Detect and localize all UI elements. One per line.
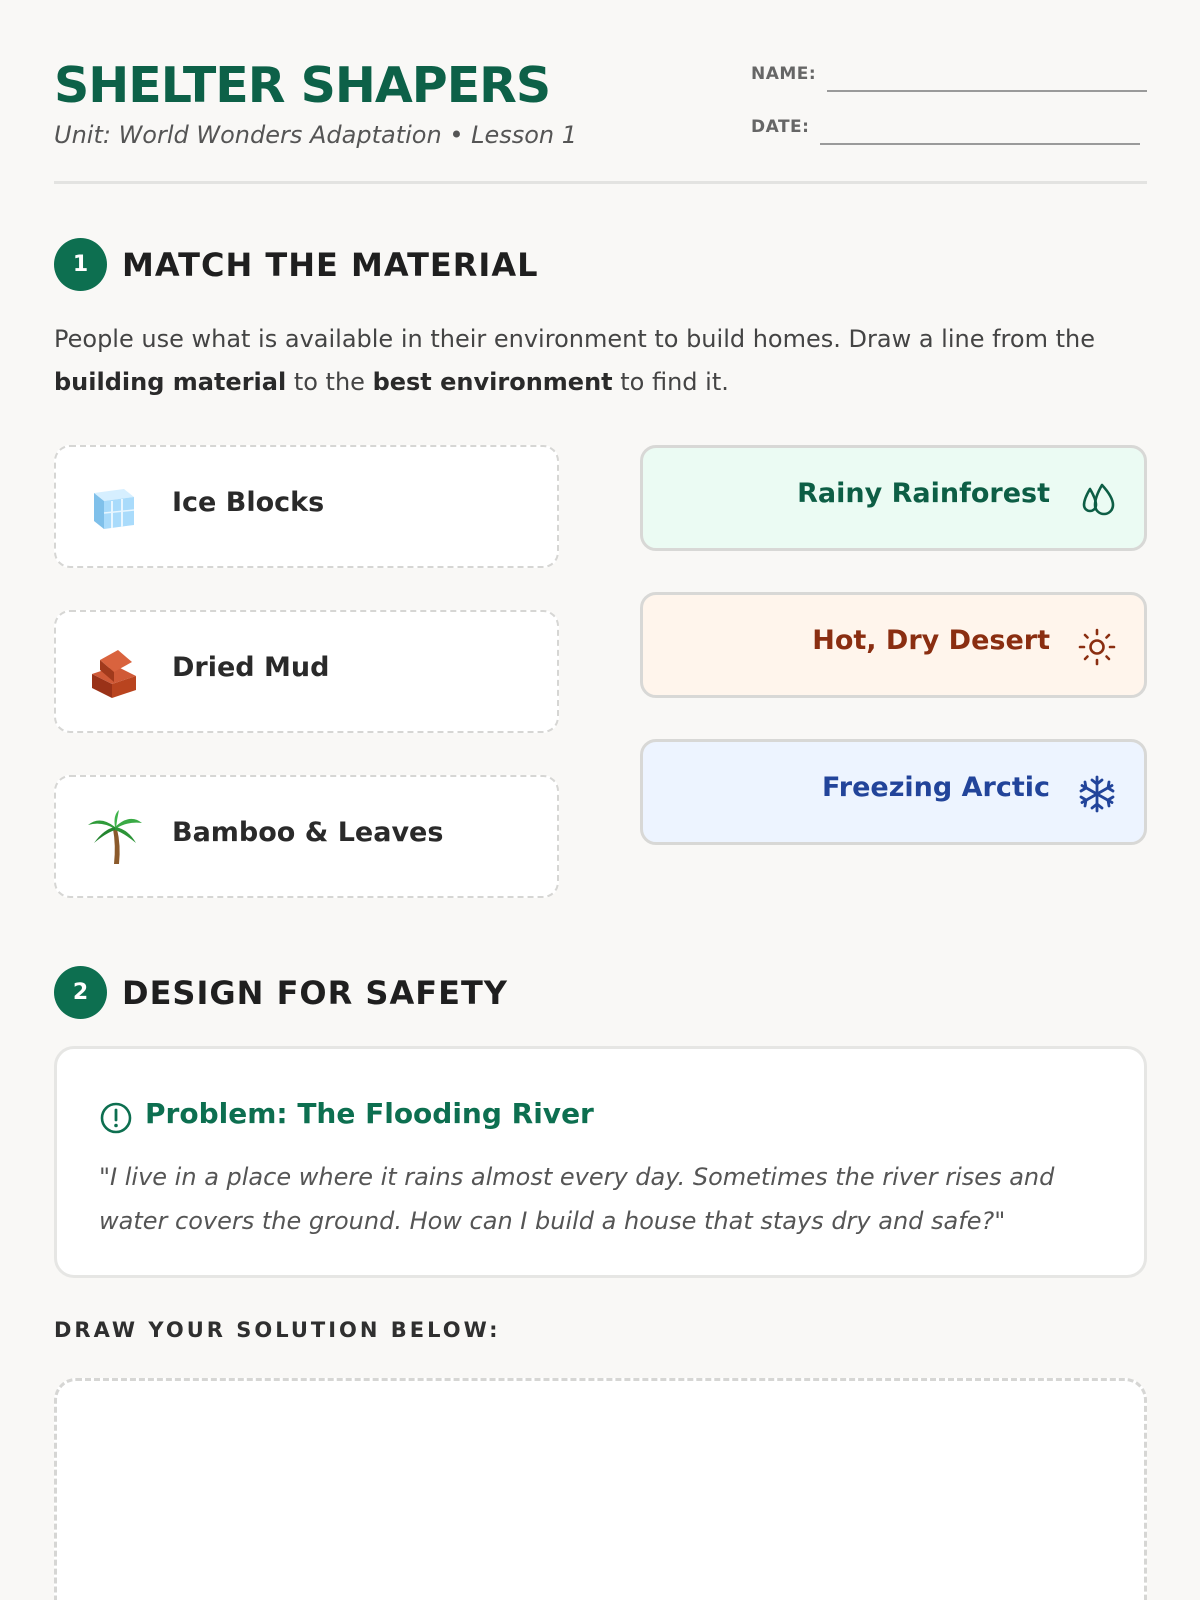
date-label: DATE:	[751, 117, 810, 137]
brick-icon	[86, 644, 142, 700]
name-field[interactable]	[827, 90, 1147, 92]
ice-cube-icon	[86, 479, 142, 535]
water-drops-icon	[1078, 481, 1116, 519]
drawing-area-label: DRAW YOUR SOLUTION BELOW:	[54, 1318, 501, 1342]
instructions-emphasis: best environment	[372, 368, 613, 396]
snowflake-icon	[1078, 775, 1116, 813]
alert-circle-icon	[99, 1101, 133, 1135]
worksheet-title: SHELTER SHAPERS	[54, 57, 551, 114]
environment-card-rainforest[interactable]	[640, 445, 1147, 551]
environment-card-desert[interactable]	[640, 592, 1147, 698]
worksheet-page	[54, 0, 1147, 1600]
palm-tree-icon	[86, 809, 142, 865]
section-number-badge: 2	[54, 966, 107, 1019]
instructions-text	[54, 318, 1147, 404]
environment-label: Rainy Rainforest	[797, 478, 1050, 509]
material-card-bamboo-leaves[interactable]	[54, 775, 559, 898]
sun-icon	[1078, 628, 1116, 666]
section-number-badge: 1	[54, 238, 107, 291]
problem-title: Problem: The Flooding River	[145, 1097, 594, 1130]
section-title: DESIGN FOR SAFETY	[122, 974, 508, 1012]
instructions-part: People use what is available in their environment to build homes. Draw a line from the	[54, 325, 1095, 353]
instructions-emphasis: building material	[54, 368, 287, 396]
section-title: MATCH THE MATERIAL	[122, 246, 539, 284]
name-label: NAME:	[751, 64, 817, 84]
material-card-dried-mud[interactable]	[54, 610, 559, 733]
problem-quote: "I live in a place where it rains almost every day. Sometimes the river rises and water covers the ground. How can I build a house that stays dry and safe?"	[99, 1163, 1055, 1235]
worksheet-header	[54, 48, 1147, 184]
material-label: Dried Mud	[172, 652, 330, 683]
date-field[interactable]	[820, 143, 1140, 145]
worksheet-subtitle: Unit: World Wonders Adaptation • Lesson 1	[54, 121, 578, 149]
material-label: Ice Blocks	[172, 487, 325, 518]
instructions-part: to find it.	[612, 368, 729, 396]
problem-card	[54, 1046, 1147, 1278]
material-card-ice-blocks[interactable]	[54, 445, 559, 568]
material-label: Bamboo & Leaves	[172, 817, 444, 848]
environment-label: Hot, Dry Desert	[812, 625, 1050, 656]
environment-card-arctic[interactable]	[640, 739, 1147, 845]
environment-label: Freezing Arctic	[822, 772, 1050, 803]
drawing-area[interactable]	[54, 1378, 1147, 1600]
instructions-part: to the	[286, 368, 373, 396]
